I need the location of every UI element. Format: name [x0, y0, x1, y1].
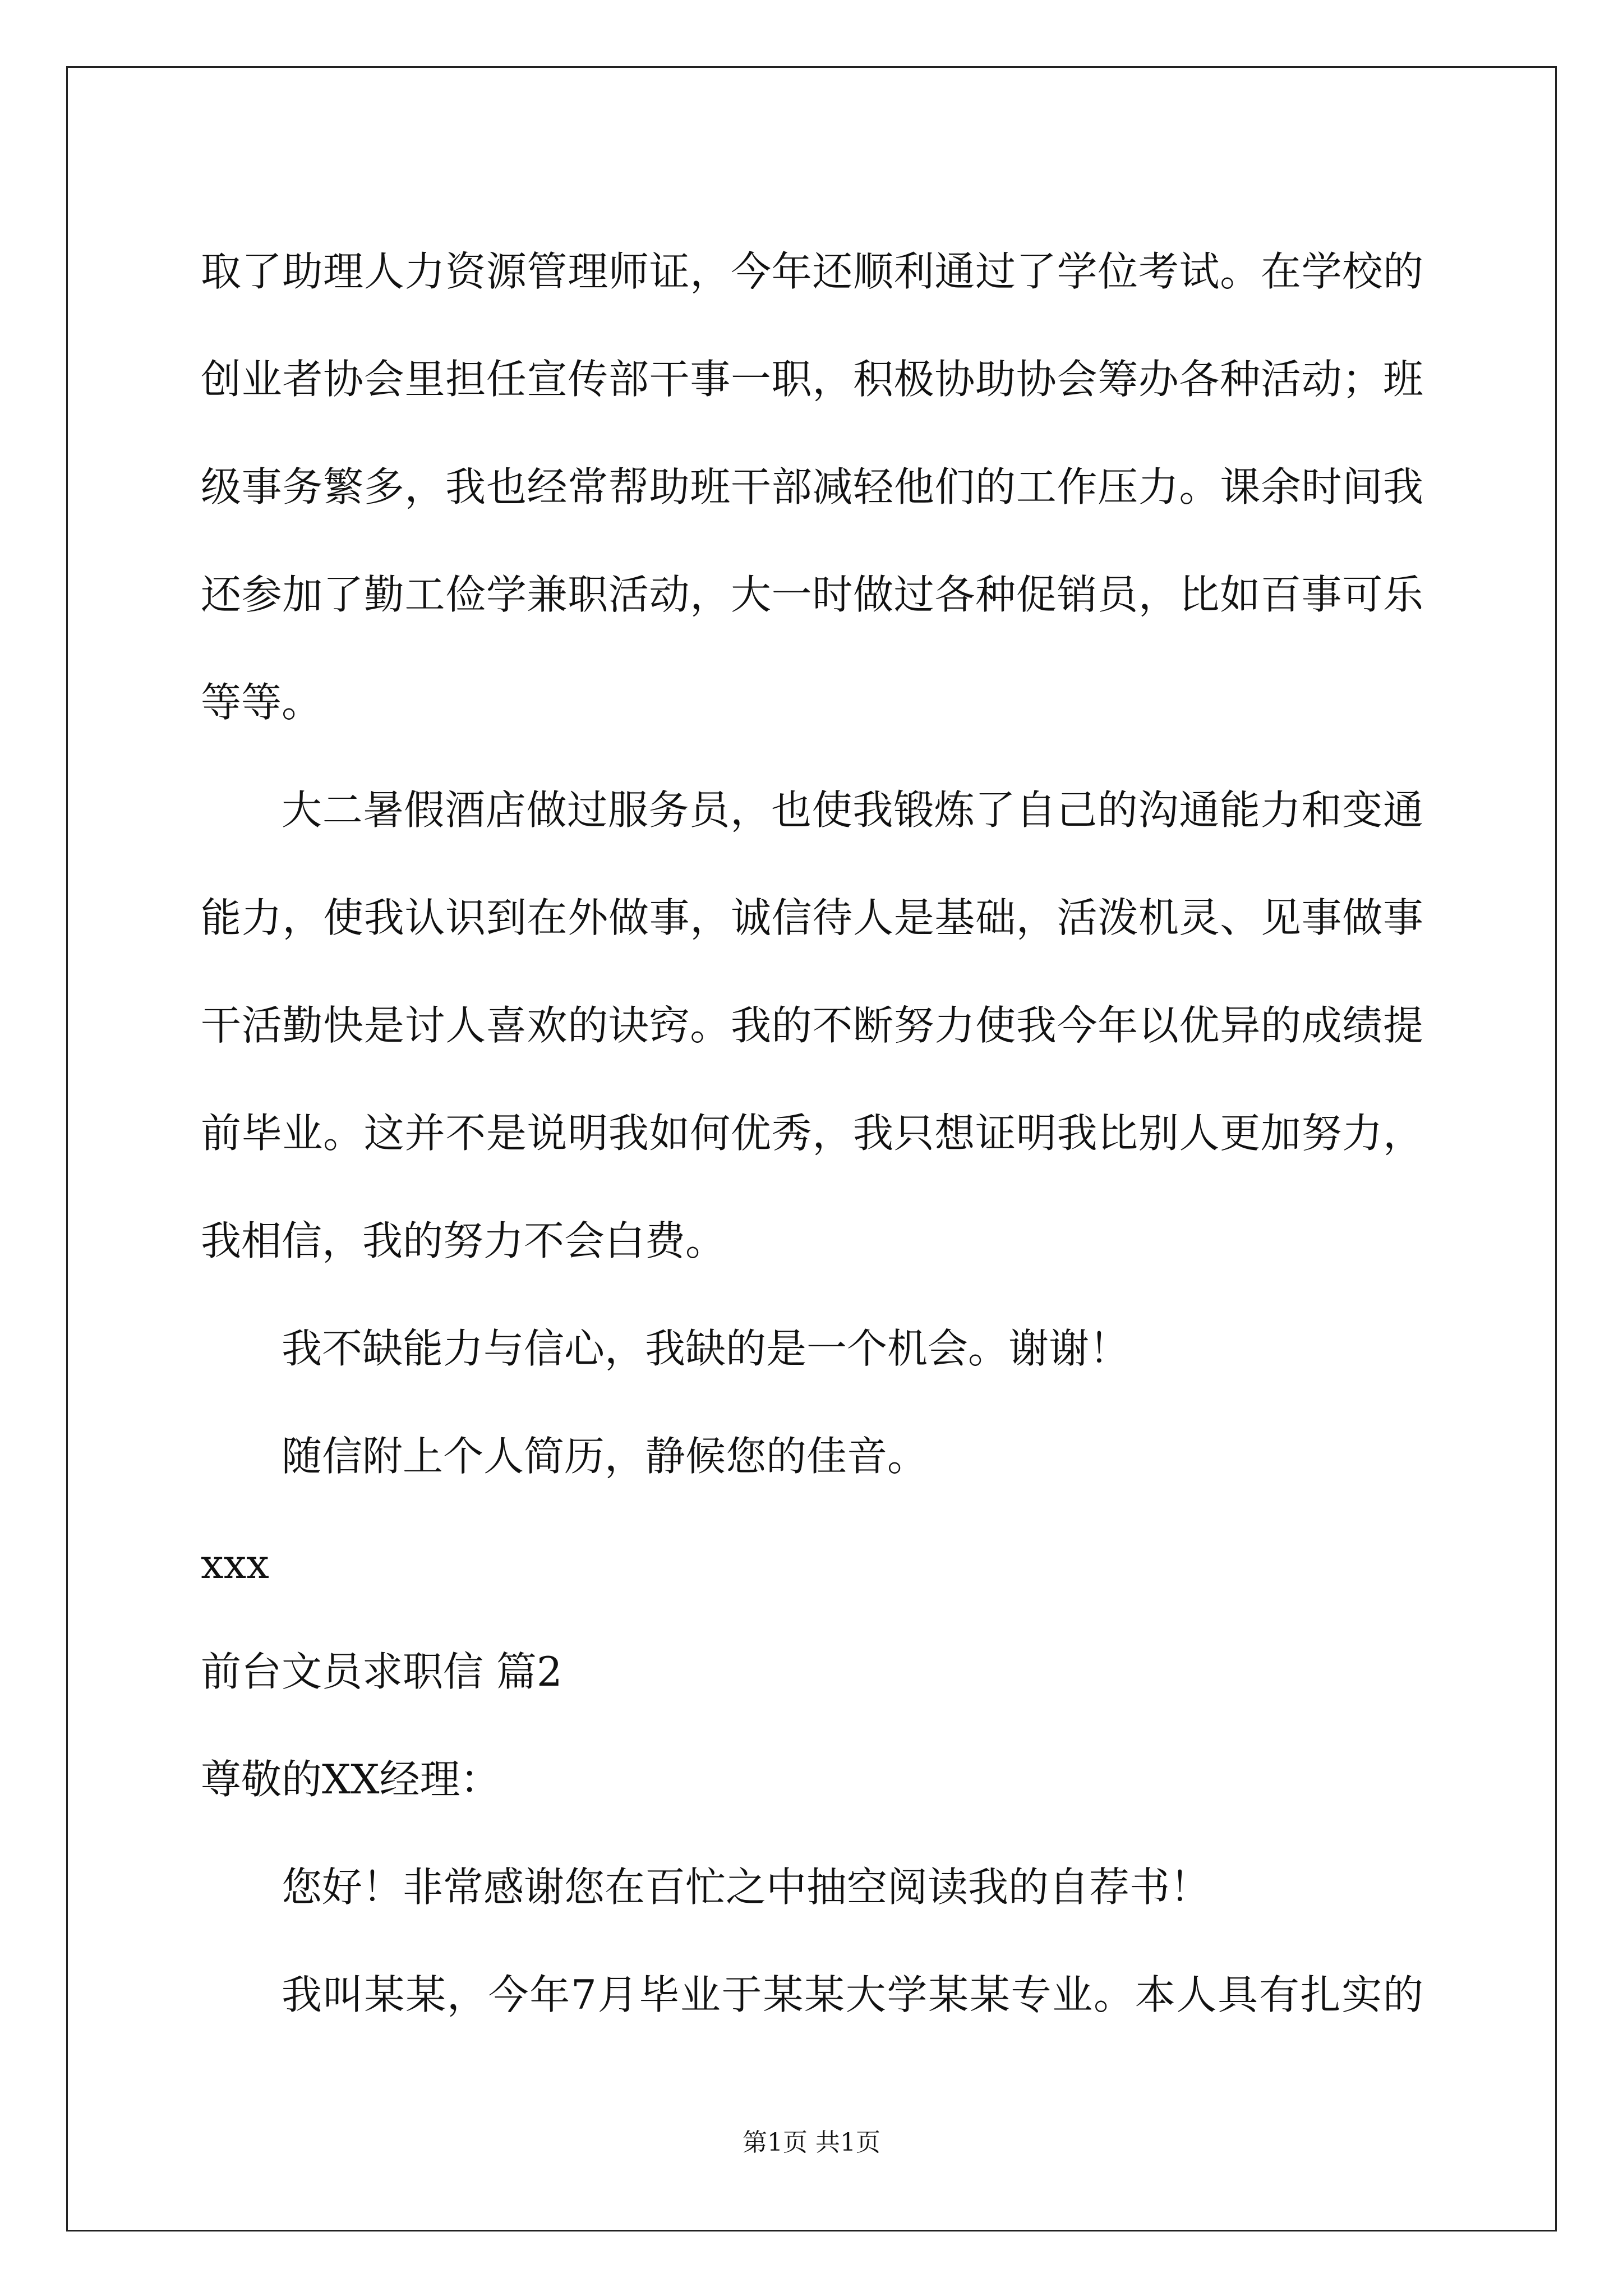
text-line-4: 还参加了勤工俭学兼职活动，大一时做过各种促销员，比如百事可乐 — [201, 571, 1423, 618]
signature-line: xxx — [201, 1540, 269, 1588]
text-line-8: 干活勤快是讨人喜欢的诀窍。我的不断努力使我今年以优异的成绩提 — [201, 1002, 1423, 1049]
text-line-7: 能力，使我认识到在外做事，诚信待人是基础，活泼机灵、见事做事 — [201, 894, 1423, 941]
text-line-6: 大二暑假酒店做过服务员，也使我锻炼了自己的沟通能力和变通 — [282, 786, 1423, 834]
text-line-10: 我相信，我的努力不会白费。 — [201, 1217, 726, 1264]
document-body — [201, 218, 1423, 2049]
text-line-9: 前毕业。这并不是说明我如何优秀，我只想证明我比别人更加努力， — [201, 1110, 1423, 1157]
salutation: 尊敬的XX经理： — [201, 1756, 501, 1803]
text-line-12: 随信附上个人简历，静候您的佳音。 — [282, 1433, 928, 1480]
text-line-1: 取了助理人力资源管理师证，今年还顺利通过了学位考试。在学校的 — [201, 248, 1423, 295]
page-footer: 第1页 共1页 — [743, 2128, 880, 2157]
text-line-3: 级事务繁多，我也经常帮助班干部减轻他们的工作压力。课余时间我 — [201, 463, 1423, 510]
text-line-17: 我叫某某，今年7月毕业于某某大学某某专业。本人具有扎实的 — [282, 1971, 1423, 2018]
section-heading: 前台文员求职信 篇2 — [201, 1648, 562, 1695]
text-line-2: 创业者协会里担任宣传部干事一职，积极协助协会筹办各种活动；班 — [201, 356, 1423, 403]
text-line-16: 您好！非常感谢您在百忙之中抽空阅读我的自荐书！ — [282, 1864, 1211, 1911]
text-line-11: 我不缺能力与信心，我缺的是一个机会。谢谢！ — [282, 1325, 1130, 1372]
text-line-5: 等等。 — [201, 679, 322, 726]
